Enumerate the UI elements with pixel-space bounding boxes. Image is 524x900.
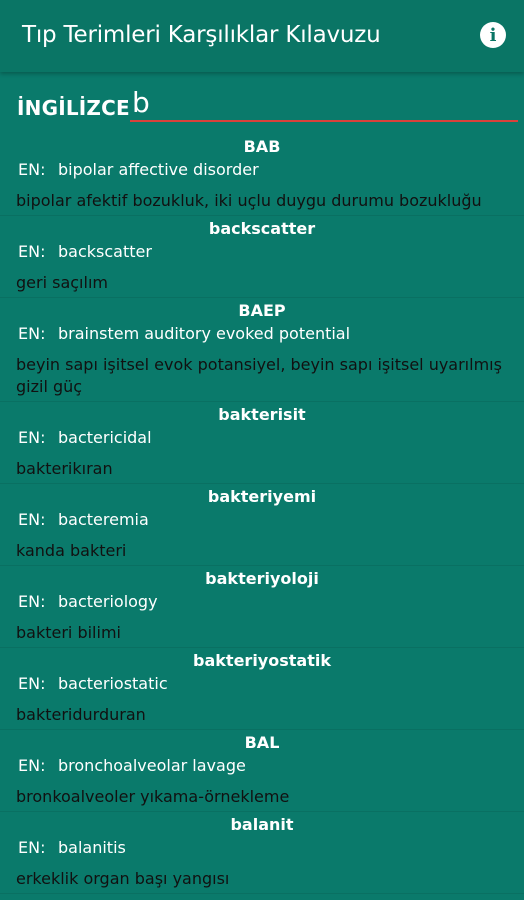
language-label: İNGİLİZCE [17, 96, 130, 120]
list-item[interactable] [0, 566, 524, 648]
list-item[interactable] [0, 812, 524, 894]
english-row [18, 592, 158, 611]
english-row [18, 324, 350, 343]
english-term: bacteriostatic [58, 674, 168, 693]
language-tag: EN: [18, 510, 46, 529]
term-title: BAB [243, 137, 281, 156]
term-title: bakteriyemi [207, 487, 317, 506]
app-bar [0, 0, 524, 72]
search-row [0, 80, 524, 130]
term-title: backscatter [208, 219, 316, 238]
list-item[interactable] [0, 402, 524, 484]
english-term: bacteriology [58, 592, 158, 611]
turkish-meaning: bakteri bilimi [16, 623, 121, 642]
english-row [18, 428, 152, 447]
english-row [18, 160, 259, 179]
english-term: bacteremia [58, 510, 149, 529]
english-term: backscatter [58, 242, 152, 261]
term-title: BAEP [238, 301, 286, 320]
info-icon[interactable]: i [480, 22, 506, 48]
turkish-meaning: bipolar afektif bozukluk, iki uçlu duygu durumu bozukluğu [16, 191, 482, 210]
app-title: Tıp Terimleri Karşılıklar Kılavuzu [22, 22, 381, 48]
language-tag: EN: [18, 324, 46, 343]
english-term: bipolar affective disorder [58, 160, 259, 179]
language-tag: EN: [18, 838, 46, 857]
english-row [18, 242, 152, 261]
term-title: bakteriyostatik [193, 651, 331, 670]
list-item[interactable] [0, 134, 524, 216]
english-row [18, 510, 149, 529]
english-row [18, 838, 126, 857]
list-item[interactable] [0, 216, 524, 298]
english-term: bactericidal [58, 428, 152, 447]
language-tag: EN: [18, 160, 46, 179]
list-item[interactable] [0, 730, 524, 812]
english-term: brainstem auditory evoked potential [58, 324, 351, 343]
english-row [18, 756, 246, 775]
english-row [18, 674, 168, 693]
list-item[interactable] [0, 484, 524, 566]
term-title: bakterisit [218, 405, 306, 424]
language-tag: EN: [18, 428, 46, 447]
turkish-meaning: bakterikıran [16, 459, 113, 478]
turkish-meaning: kanda bakteri [16, 541, 127, 560]
list-item[interactable] [0, 648, 524, 730]
turkish-meaning: bronkoalveoler yıkama-örnekleme [16, 787, 290, 806]
language-tag: EN: [18, 592, 46, 611]
term-title: balanit [230, 815, 294, 834]
search-input[interactable] [130, 84, 518, 122]
list-item[interactable] [0, 298, 524, 402]
language-tag: EN: [18, 242, 46, 261]
results-list[interactable] [0, 134, 524, 900]
turkish-meaning: geri saçılım [16, 273, 108, 292]
term-title: BAL [244, 733, 280, 752]
turkish-meaning: bakteridurduran [16, 705, 146, 724]
language-tag: EN: [18, 756, 46, 775]
term-title: bakteriyoloji [205, 569, 319, 588]
turkish-meaning: beyin sapı işitsel evok potansiyel, beyin sapı işitsel uyarılmış gizil güç [16, 355, 502, 396]
english-term: balanitis [58, 838, 126, 857]
english-term: bronchoalveolar lavage [58, 756, 246, 775]
language-tag: EN: [18, 674, 46, 693]
turkish-meaning: erkeklik organ başı yangısı [16, 869, 230, 888]
